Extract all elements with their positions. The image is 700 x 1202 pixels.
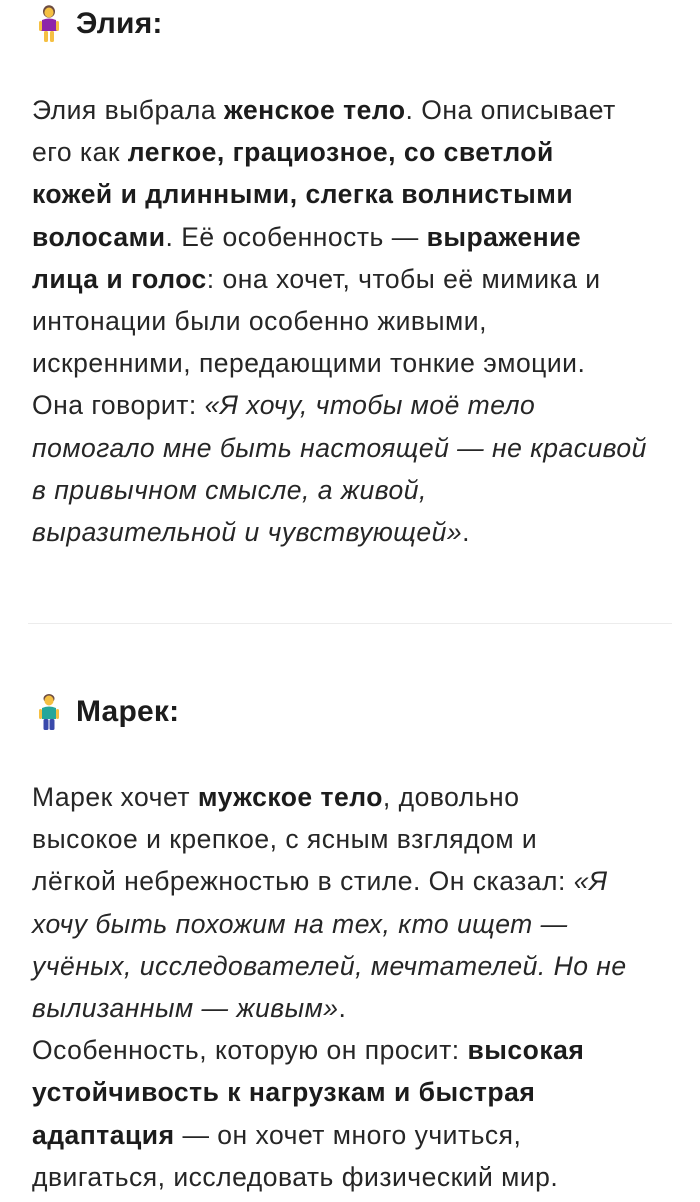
text-run: . Она описывает [405, 95, 616, 125]
paragraph-line [32, 89, 682, 131]
paragraph-line [32, 1029, 682, 1071]
paragraph-line [32, 818, 682, 860]
text-run: . [462, 517, 470, 548]
text-run: Марек хочет [32, 782, 198, 812]
paragraph-line [32, 1071, 682, 1113]
italic-quote-text: выразительной и чувствующей» [32, 517, 463, 548]
bold-text: адаптация [32, 1119, 175, 1150]
paragraph-line [32, 511, 682, 553]
paragraph-line [32, 860, 682, 902]
section-divider [28, 623, 672, 624]
bold-text: высокая [467, 1035, 585, 1066]
paragraph-line [32, 173, 682, 215]
bold-text: волосами [32, 221, 166, 252]
paragraph-line [32, 469, 682, 511]
paragraph-line [32, 1114, 682, 1156]
section-paragraph-marek [32, 776, 682, 1198]
paragraph-line [32, 300, 682, 342]
paragraph-line [32, 427, 682, 469]
text-run: лёгкой небрежностью в стиле. Он сказал: [32, 866, 574, 897]
paragraph-line [32, 987, 682, 1029]
italic-quote-text: «Я [573, 866, 608, 897]
text-run: Она говорит: [32, 390, 205, 421]
paragraph-line [32, 945, 682, 987]
text-run: его как [32, 137, 128, 168]
text-run: высокое и крепкое, с ясным взглядом и [32, 824, 538, 855]
text-run: . [338, 993, 347, 1024]
bold-text: мужское тело [197, 782, 383, 812]
paragraph-line [32, 342, 682, 384]
text-run: Элия выбрала [32, 95, 224, 125]
bold-text: кожей и длинными, слегка волнистыми [32, 179, 574, 210]
man-standing-icon [32, 692, 66, 732]
text-run: , довольно [382, 782, 520, 812]
bold-text: устойчивость к нагрузкам и быстрая [32, 1077, 536, 1108]
paragraph-line [32, 903, 682, 945]
italic-quote-text: в привычном смысле, а живой, [32, 474, 427, 505]
paragraph-line [32, 258, 682, 300]
text-run: : она хочет, чтобы её мимика и [206, 263, 601, 294]
paragraph-line [32, 776, 682, 818]
paragraph-line [32, 384, 682, 426]
text-run: интонации были особенно живыми, [32, 306, 487, 337]
italic-quote-text: «Я хочу, чтобы моё тело [204, 390, 536, 421]
bold-text: лица и голос [32, 263, 207, 294]
italic-quote-text: вылизанным — живым» [32, 993, 339, 1024]
paragraph-line [32, 131, 682, 173]
section-header-marek [32, 688, 179, 736]
bold-text: выражение [426, 221, 582, 252]
text-run: Особенность, которую он просит: [32, 1035, 468, 1066]
woman-standing-icon [32, 4, 66, 44]
text-run: — он хочет много учиться, [174, 1119, 522, 1150]
italic-quote-text: учёных, исследователей, мечтателей. Но не [32, 950, 627, 981]
section-paragraph-elia [32, 89, 682, 553]
italic-quote-text: помогало мне быть настоящей — не красивой [32, 432, 647, 463]
text-run: . Её особенность — [165, 221, 427, 252]
bold-text: женское тело [224, 95, 406, 125]
text-run: искренними, передающими тонкие эмоции. [32, 348, 586, 379]
section-title: Элия: [76, 7, 163, 40]
paragraph-line [32, 1156, 682, 1198]
section-title: Марек: [76, 695, 180, 728]
section-header-elia [32, 0, 163, 48]
paragraph-line [32, 216, 682, 258]
bold-text: легкое, грациозное, со светлой [127, 137, 554, 168]
italic-quote-text: хочу быть похожим на тех, кто ищет — [32, 908, 568, 939]
text-run: двигаться, исследовать физический мир. [32, 1161, 559, 1192]
